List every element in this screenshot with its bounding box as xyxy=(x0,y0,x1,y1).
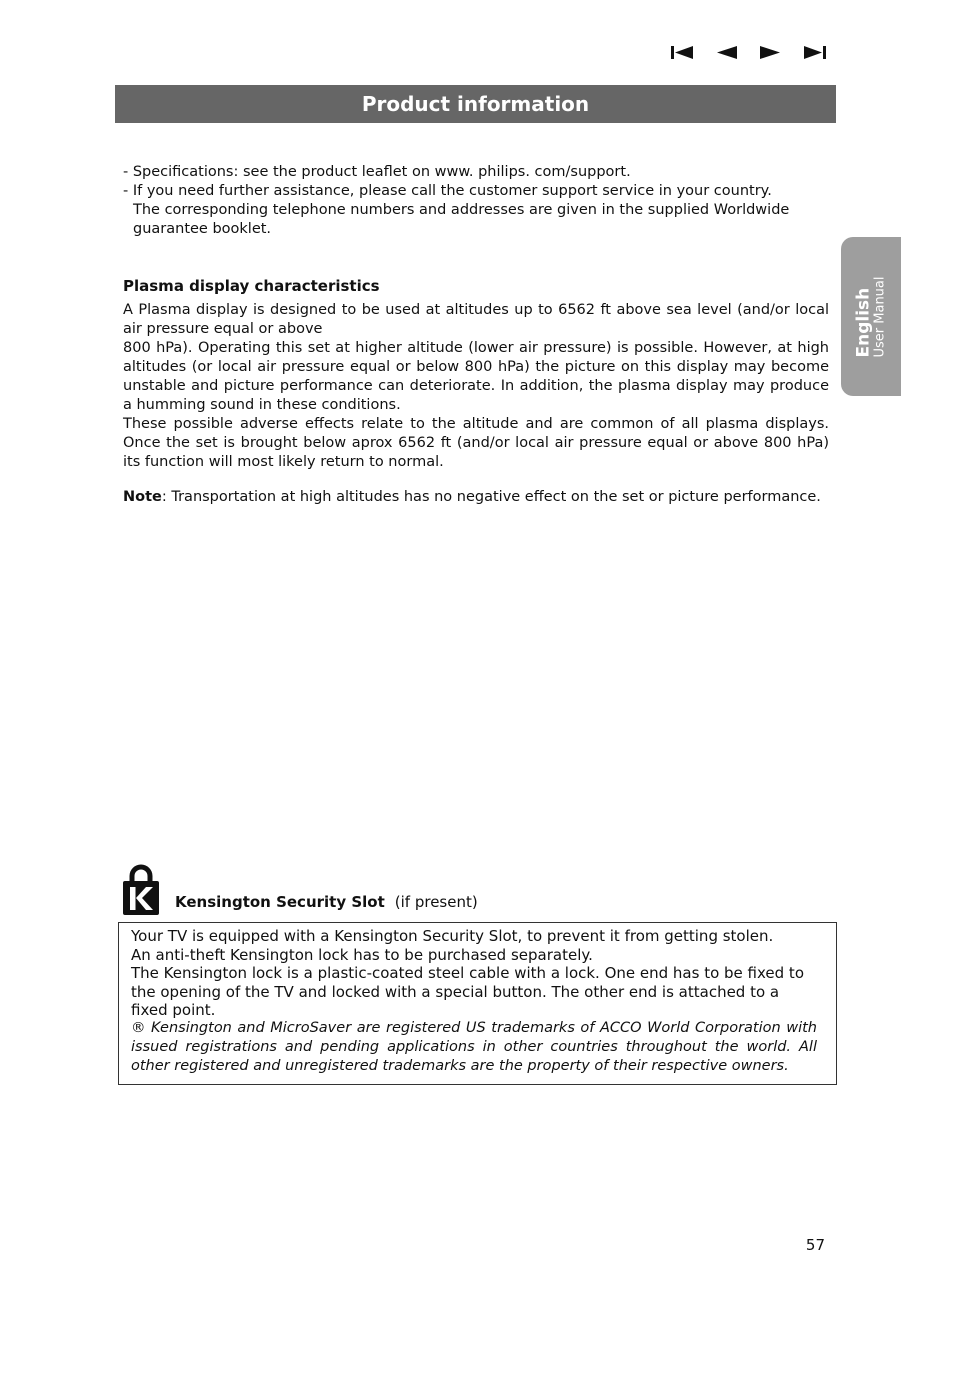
note-text: : Transportation at high altitudes has no negative effect on the set or picture performance. xyxy=(161,489,821,505)
plasma-paragraph-2: 800 hPa). Operating this set at higher altitude (lower air pressure) is possible. However, at high altitudes (or local air pressure equal or below 800 hPa) the picture on this display may become unstable and picture performance can deteriorate. In addition, the plasma display may produce a humming sound in these conditions. xyxy=(123,340,829,413)
note xyxy=(123,488,821,507)
next-page-button[interactable] xyxy=(756,42,786,64)
page-title: Product information xyxy=(115,85,836,123)
assistance-line: - If you need further assistance, please call the customer support service in your country. xyxy=(123,183,772,199)
plasma-paragraph-3: These possible adverse effects relate to the altitude and are common of all plasma displays. Once the set is brought below aprox 6562 ft (and/or local air pressure equal or above 800 hPa) its function will most likely return to normal. xyxy=(123,416,829,470)
kensington-line-1: Your TV is equipped with a Kensington Security Slot, to prevent it from getting stolen. xyxy=(131,927,774,945)
kensington-lock-icon xyxy=(122,864,160,916)
previous-page-button[interactable] xyxy=(713,42,743,64)
language-label: English xyxy=(853,287,874,358)
previous-triangle-icon xyxy=(713,42,743,64)
kensington-qualifier: (if present) xyxy=(394,893,478,911)
page-navigation xyxy=(668,42,830,64)
language-tab-label xyxy=(855,276,888,357)
next-triangle-icon xyxy=(756,42,786,64)
first-page-button[interactable] xyxy=(668,42,698,64)
language-tab[interactable] xyxy=(841,237,901,396)
specifications-line: - Specifications: see the product leaflet on www. philips. com/support. xyxy=(123,164,631,180)
page-number: 57 xyxy=(805,1236,825,1254)
note-label: Note xyxy=(123,489,162,505)
kensington-heading xyxy=(175,892,478,912)
kensington-line-2: An anti-theft Kensington lock has to be purchased separately. xyxy=(131,945,593,964)
last-page-button[interactable] xyxy=(800,42,830,64)
kensington-line-3: The Kensington lock is a plastic-coated steel cable with a lock. One end has to be fixed to the opening of the TV and locked with a special button. The other end is attached to a fixed point. xyxy=(131,964,804,1019)
skip-to-last-icon xyxy=(800,42,830,64)
manual-label: User Manual xyxy=(872,275,888,358)
plasma-text xyxy=(123,301,829,472)
kensington-info-box xyxy=(118,922,837,1085)
telephone-line: The corresponding telephone numbers and addresses are given in the supplied Worldwide guarantee booklet. xyxy=(133,202,790,237)
kensington-title: Kensington Security Slot xyxy=(175,893,385,911)
plasma-heading: Plasma display characteristics xyxy=(123,277,380,295)
kensington-body xyxy=(131,927,817,1020)
plasma-paragraph-1: A Plasma display is designed to be used at altitudes up to 6562 ft above sea level (and/or local air pressure equal or above xyxy=(123,302,829,337)
support-info xyxy=(123,163,829,239)
trademark-notice: ® Kensington and MicroSaver are registered US trademarks of ACCO World Corporation with issued registrations and pending applications in other countries throughout the world. All other registered and unregistered trademarks are the property of their respective owners. xyxy=(131,1020,817,1074)
skip-to-first-icon xyxy=(668,42,698,64)
